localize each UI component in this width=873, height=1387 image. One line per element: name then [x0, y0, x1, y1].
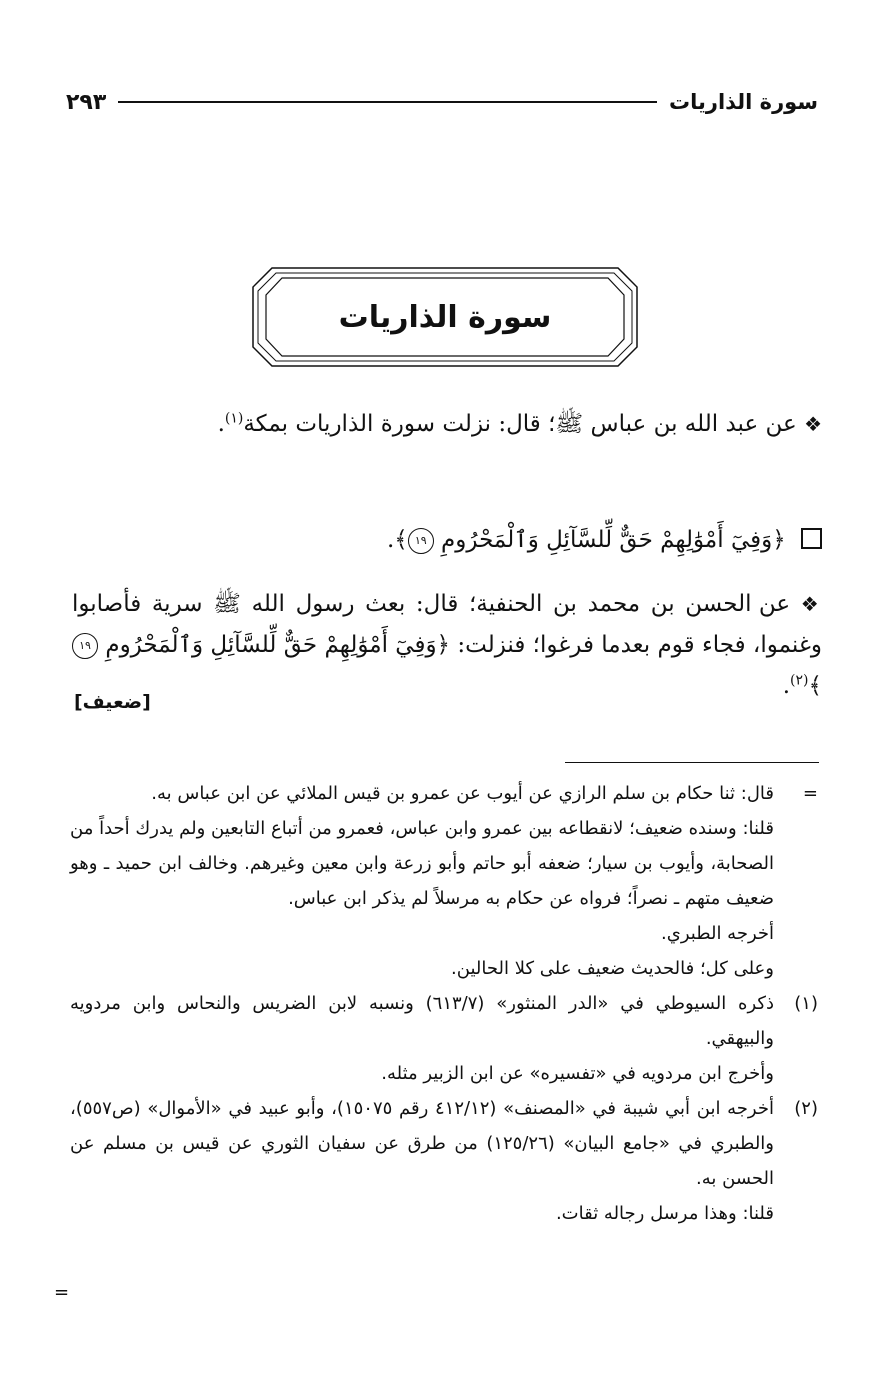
running-header: [66, 84, 818, 120]
footnote-text: وعلى كل؛ فالحديث ضعيف على كلا الحالين.: [451, 958, 774, 979]
footnote-mark: (١): [794, 993, 818, 1014]
surah-title: سورة الذاريات: [338, 299, 552, 335]
footnote-line: [70, 1091, 822, 1196]
footnote-text: قلنا: وهذا مرسل رجاله ثقات.: [555, 1203, 774, 1224]
footnote-separator: [565, 762, 819, 763]
footnote-line: [70, 1056, 822, 1091]
page-number: ٢٩٣: [66, 89, 107, 115]
footnote-ref: (١): [224, 410, 244, 427]
footnote-text: أخرجه الطبري.: [661, 923, 774, 944]
verse-text: ﴿وَفِيٓ أَمْوَٰلِهِمْ حَقٌّ لِّلسَّآئِلِ وَٱلْمَحْرُومِ: [441, 527, 786, 553]
footnote-text: قلنا: وسنده ضعيف؛ لانقطاعه بين عمرو وابن عباس، فعمرو من أتباع التابعين ولم يدرك أحداً من الصحابة، وأيوب بن سيار؛ ضعفه أبو حاتم وأبو زرعة وابن معين وغيرهم. وخالف ابن حميد ـ وهو ضعيف متهم ـ نصراً؛ فرواه عن حكام به مرسلاً لم يذكر ابن عباس.: [70, 818, 774, 909]
hadith-paragraph: [72, 584, 822, 707]
hadith-paragraph: [72, 404, 822, 445]
footnote-mark: (٢): [794, 1098, 818, 1119]
ayah-number: ١٩: [408, 528, 434, 554]
hadith-end: .: [217, 411, 225, 437]
verse-end: ﴾.: [386, 527, 408, 553]
header-rule: [118, 101, 657, 103]
verse-end: ﴾: [808, 673, 822, 699]
footnote-line: [70, 776, 822, 811]
continuation-mark: =: [54, 1282, 70, 1303]
footnote-line: [70, 1196, 822, 1231]
ayah-number: ١٩: [72, 633, 98, 659]
footnote-text: وأخرج ابن مردويه في «تفسيره» عن ابن الزبير مثله.: [381, 1063, 774, 1084]
footnote-line: [70, 986, 822, 1056]
surah-title-frame: [252, 267, 638, 367]
footnote-line: [70, 951, 822, 986]
hadith-text: عن عبد الله بن عباس ﷺ؛ قال: نزلت سورة الذاريات بمكة: [243, 411, 797, 437]
hadith-end: .: [782, 673, 791, 699]
header-title: سورة الذاريات: [669, 90, 818, 114]
diamond-bullet-icon: ❖: [800, 592, 823, 616]
footnote-text: قال: ثنا حكام بن سلم الرازي عن أيوب عن عمرو بن قيس الملائي عن ابن عباس به.: [151, 783, 774, 804]
footnote-text: أخرجه ابن أبي شيبة في «المصنف» (٤١٢/١٢ رقم ١٥٠٧٥)، وأبو عبيد في «الأموال» (ص٥٥٧)، والطبري في «جامع البيان» (١٢٥/٢٦) من طرق عن سفيان الثوري عن قيس بن مسلم عن الحسن به.: [70, 1098, 774, 1189]
verse-heading: [72, 520, 822, 561]
square-bullet-icon: [801, 528, 822, 549]
footnote-line: [70, 811, 822, 916]
footnote-text: ذكره السيوطي في «الدر المنثور» (٦١٣/٧) ونسبه لابن الضريس والنحاس وابن مردويه والبيهقي.: [70, 993, 774, 1049]
footnotes: [70, 776, 822, 1231]
footnote-line: [70, 916, 822, 951]
hadith-text: عن الحسن بن محمد بن الحنفية؛ قال: بعث رسول الله ﷺ سرية فأصابوا وغنموا، فجاء قوم بعدما فرغوا؛ فنزلت: ﴿وَفِيٓ أَمْوَٰلِهِمْ حَقٌّ لِّلسَّآئِلِ وَٱلْمَحْرُومِ: [72, 591, 822, 658]
diamond-bullet-icon: ❖: [804, 412, 822, 436]
footnote-mark: =: [802, 783, 818, 804]
grade-label: [ضعيف]: [74, 691, 151, 713]
footnote-ref: (٢): [790, 672, 809, 689]
